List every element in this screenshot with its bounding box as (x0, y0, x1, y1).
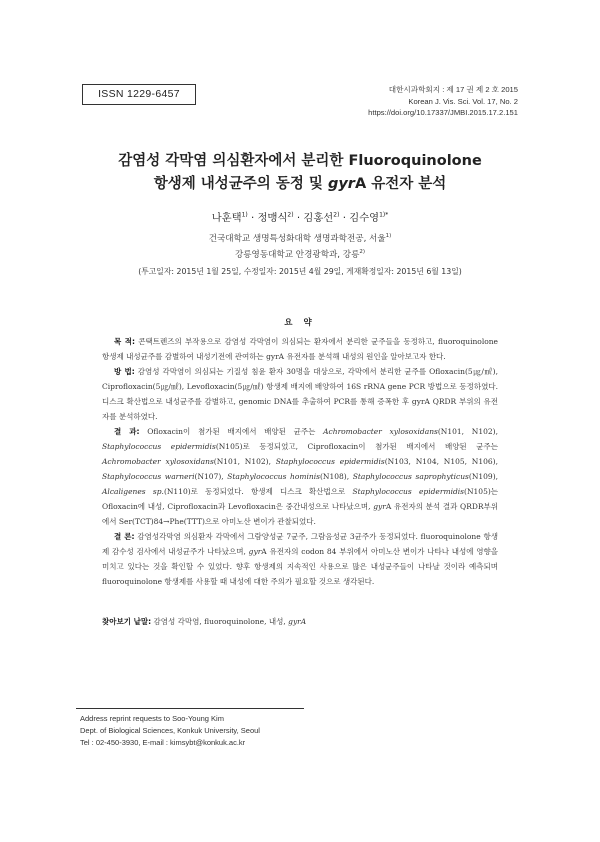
author-separator: · (339, 212, 350, 224)
journal-citation-english: Korean J. Vis. Sci. Vol. 17, No. 2 (408, 96, 518, 106)
abstract-body (102, 334, 498, 589)
title-gene-italic: gyr (327, 176, 355, 192)
keywords-label: 찾아보기 낱말: (102, 617, 152, 626)
author: 정맹식 (257, 212, 288, 224)
contact-info: Tel : 02-450-3930, E-mail : kimsybt@konkuk.ac.kr (80, 738, 246, 747)
abstract-conclusion (102, 529, 498, 589)
issn-text: ISSN 1229-6457 (98, 88, 180, 100)
results-label: 결 과: (114, 427, 140, 436)
methods-label: 방 법: (114, 367, 135, 376)
author-affil-mark: 2) (287, 211, 294, 219)
results-text: (N105)는 Ofloxacin에 내성, Ciprofloxacin과 Levofloxacin은 중간내성으로 나타났으며, (102, 487, 499, 511)
paper-title (60, 150, 540, 196)
department: Dept. of Biological Sciences, Konkuk University, Seoul (80, 726, 260, 735)
conclusion-text: 감염성각막염 의심환자 각막에서 그람양성균 7균주, 그람음성균 3균주가 동정되었다. fluoroquinolone 항생제 감수성 검사에서 내성균주가 나타났으며, (102, 532, 498, 556)
affiliation-mark: 2) (359, 249, 366, 256)
title-line-2 (60, 173, 540, 196)
title-line-1: 감염성 각막염 의심환자에서 분리한 Fluoroquinolone (118, 153, 482, 169)
results-text: (N109), (468, 472, 499, 481)
abstract-heading: 요 약 (284, 318, 316, 328)
species-name: Alcaligenes sp. (102, 487, 164, 496)
abstract-methods (102, 364, 498, 424)
results-text: (N110)로 동정되었다. 항생제 디스크 확산법으로 (163, 487, 353, 496)
abstract-results (102, 424, 498, 529)
submission-dates: (투고일자: 2015년 1월 25일, 수정일자: 2015년 4월 29일, 게재확정일자: 2015년 6월 13일) (138, 267, 462, 276)
issn-box (82, 84, 196, 105)
species-name: Staphylococcus epidermidis (275, 457, 385, 466)
footnote-divider (76, 708, 304, 709)
affiliation-text: 강릉영동대학교 안경광학과, 강릉 (234, 250, 360, 260)
species-name: Staphylococcus hominis (227, 472, 320, 481)
keyword-gene: gyrA (288, 617, 307, 626)
author: 김홍선 (303, 212, 334, 224)
keywords (102, 616, 498, 627)
purpose-label: 목 적: (114, 337, 135, 346)
gene-name: gyr (248, 547, 262, 556)
title-line-2-text: 항생제 내성균주의 동정 및 (153, 176, 328, 192)
species-name: Staphylococcus epidermidis (352, 487, 465, 496)
affiliation-1 (60, 232, 540, 244)
author-list (60, 209, 540, 224)
correspondence-footnote (80, 713, 260, 749)
purpose-text: 콘택트렌즈의 부작용으로 감염성 각막염이 의심되는 환자에서 분리한 균주들을 동정하고, fluoroquinolone 항생제 내성균주를 감별하여 내성기전에 관여하는 gyrA 유전자를 분석해 내성의 원인을 알아보고자 한다. (102, 337, 498, 361)
affiliation-2 (60, 248, 540, 260)
journal-info (368, 84, 518, 119)
conclusion-label: 결 론: (114, 532, 135, 541)
results-text: Ofloxacin이 첨가된 배지에서 배양된 균주는 (147, 427, 324, 436)
title-line-2-end: A 유전자 분석 (354, 176, 447, 192)
doi-link[interactable]: https://doi.org/10.17337/JMBI.2015.17.2.151 (368, 108, 518, 117)
affiliation-mark: 1) (385, 233, 392, 240)
author: 김수영 (349, 212, 380, 224)
author-separator: · (293, 212, 304, 224)
results-text: (N101, N102), (213, 457, 276, 466)
keywords-text: 감염성 각막염, fluoroquinolone, 내성, (153, 617, 289, 626)
results-text: A 유전자의 분석 결과 QRDR부위에서 Ser(TCT)84→Phe(TTT)으로 아미노산 변이가 관찰되었다. (102, 502, 499, 526)
methods-text: 감염성 각막염이 의심되는 기질성 침윤 환자 30명을 대상으로, 각막에서 분리한 균주를 Ofloxacin(5㎍/㎖), Ciprofloxacin(5㎍/㎖), Levofloxacin(5㎍/㎖) 항생제 배지에 배양하여 16S rRNA gene PCR 방법으로 동정하였다. 디스크 확산법으로 내성균주를 감별하고, genomic DNA를 추출하여 PCR를 통해 증폭한 후 gyrA QRDR 부위의 유전자를 분석하였다. (102, 367, 498, 421)
author-affil-mark: 1)* (379, 211, 389, 219)
author-separator: · (247, 212, 258, 224)
author: 나훈택 (211, 212, 242, 224)
results-text: (N105)로 동정되었고, Ciprofloxacin이 첨가된 배지에서 배양된 균주는 (215, 442, 498, 451)
results-text: (N103, N104, N105, N106), (384, 457, 498, 466)
author-affil-mark: 2) (333, 211, 340, 219)
results-text: (N107), (194, 472, 228, 481)
species-name: Staphylococcus epidermidis (102, 442, 216, 451)
gene-name: gyr (373, 502, 386, 511)
reprint-request: Address reprint requests to Soo-Young Kim (80, 714, 224, 723)
abstract-purpose (102, 334, 498, 364)
species-name: Staphylococcus saprophyticus (352, 472, 469, 481)
species-name: Achromobacter xylosoxidans (323, 427, 438, 436)
conclusion-text: A 유전자의 codon 84 부위에서 아미노산 변이가 나타나 내성에 영향을 미치고 있다는 것을 확인할 수 있었다. 향후 항생제의 지속적인 사용으로 많은 내성균주들이 나타날 것이라 예측되며 fluoroquinolone 항생제를 사용할 때 내성에 대한 주의가 필요할 것으로 생각된다. (102, 547, 498, 586)
affiliation-text: 건국대학교 생명특성화대학 생명과학전공, 서울 (208, 234, 386, 244)
species-name: Achromobacter xylosoxidans (102, 457, 214, 466)
results-text: (N108), (319, 472, 353, 481)
journal-citation-korean: 대한시과학회지 : 제 17 권 제 2 호 2015 (388, 85, 518, 94)
results-text: (N101, N102), (437, 427, 498, 436)
species-name: Staphylococcus warneri (102, 472, 195, 481)
author-affil-mark: 1) (241, 211, 248, 219)
